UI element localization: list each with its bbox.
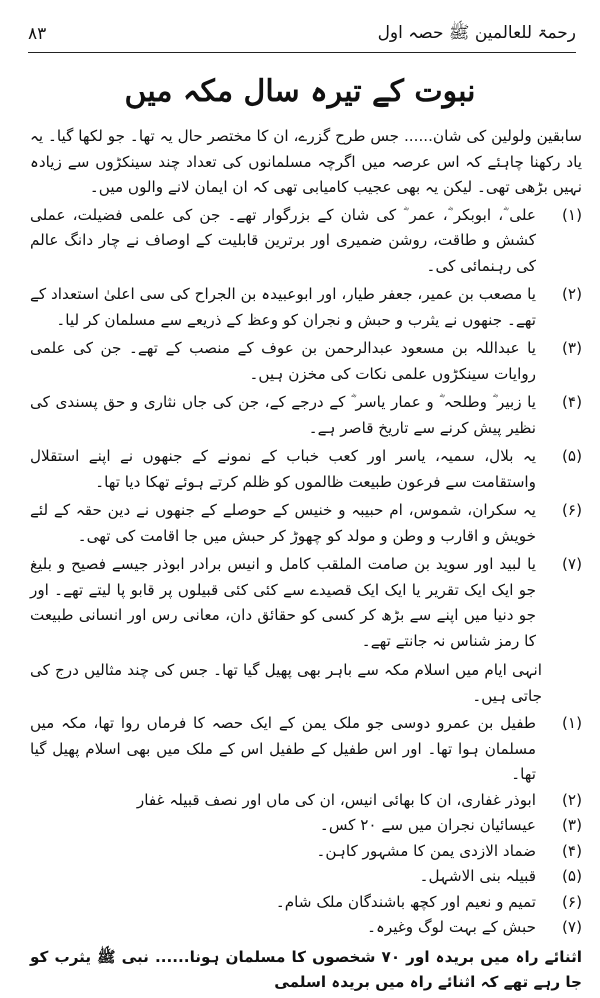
list-item [30,203,582,280]
list-item [30,498,582,549]
item-number: (۵) [561,867,582,885]
item-number: (۱) [561,205,582,224]
page-number: ۸۳ [28,24,47,44]
page-body [30,124,582,998]
intro-paragraph: سابقین ولولین کی شان...... جس طرح گزرے، ان کا مختصر حال یہ تھا۔ جو لکھا گیا۔ یہ یاد رکھنا چاہئے کہ اس عرصہ میں اگرچہ مسلمانوں کی تعداد چند سینکڑوں سے زیادہ نہیں بڑھی تھی۔ لیکن یہ بھی عجیب کامیابی تھی کہ ان ایمان لانے والوں میں۔ [30,127,582,196]
list-item [30,890,582,916]
item-text: علی ؓ، ابوبکر ؓ، عمر ؓ کی شان کے بزرگوار تھے۔ جن کی علمی فضیلت، عملی کشش و طاقت، روشن ضمیری اور برترین قابلیت کے اوصاف نے چار دانگ عالم کی رہنمائی کی۔ [30,205,536,275]
list-item [30,390,582,441]
item-number: (۷) [561,918,582,936]
item-number: (۶) [561,501,582,519]
item-text: حبش کے بہت لوگ وغیرہ۔ [367,918,536,936]
item-text: یا عبداللہ بن مسعود عبدالرحمن بن عوف کے منصب کے تھے۔ جن کی علمی روایات سینکڑوں علمی نکات کی مخزن ہیں۔ [30,339,536,383]
item-text: یا مصعب بن عمیر، جعفر طیار، اور ابوعبیدہ بن الجراح کی سی اعلیٰ استعداد کے تھے۔ جنھوں نے یثرب و حبش و نجران کو وعظ کے ذریعے سے مسلمان کر لیا۔ [30,285,536,329]
list-item [30,336,582,387]
list-item [30,788,582,814]
item-number: (۱) [561,714,582,732]
item-text: یہ سکران، شموس، ام حبیبہ و خنیس کے حوصلے کے جنھوں نے دین حقہ کے لئے خویش و اقارب و وطن و مولد کو چھوڑ کر حبش میں جا اقامت کی تھی۔ [30,501,536,545]
item-number: (۵) [561,447,582,465]
item-number: (۶) [561,892,582,911]
closing-line: اثنائے راہ میں بریدہ اور ۷۰ شخصوں کا مسلمان ہونا...... نبی ﷺ یثرب کو جا رہے تھے کہ اثنائے راہ میں بریدہ اسلمی [30,947,583,991]
item-text: تمیم و نعیم اور کچھ باشندگان ملک شام۔ [275,892,536,911]
item-text: طفیل بن عمرو دوسی جو ملک یمن کے ایک حصہ کا فرماں روا تھا، مکہ میں مسلمان ہوا تھا۔ اور اس طفیل کے طفیل اس کے ملک میں بھی اسلام پھیل گیا تھا۔ [30,714,536,783]
section-note: انہی ایام میں اسلام مکہ سے باہر بھی پھیل گیا تھا۔ جس کی چند مثالیں درج کی جاتی ہیں۔ [30,661,542,705]
item-text: یا زبیر ؓ وطلحہ ؓ و عمار یاسر ؓ کے درجے کے، جن کی جاں نثاری و حق پسندی کی نظیر پیش کرنے سے تاریخ قاصر ہے۔ [30,393,536,437]
list-item [30,552,582,654]
running-title: رحمۃ للعالمین ﷺ حصہ اول [377,23,576,43]
item-number: (۳) [561,816,582,834]
page-header [28,22,576,53]
item-number: (۷) [561,555,582,573]
list-item [30,813,582,839]
item-number: (۲) [561,790,582,809]
item-text: عیسائیان نجران میں سے ۲۰ کس۔ [319,816,536,834]
list-item [30,711,582,788]
item-text: قبیلہ بنی الاشہل۔ [419,867,536,885]
list-item [30,282,582,333]
list-item [30,915,582,941]
chapter-heading: نبوت کے تیرہ سال مکہ میں [124,74,476,109]
list-item [30,444,582,495]
item-number: (۴) [561,841,582,860]
list-item [30,839,582,865]
item-number: (۴) [561,393,582,411]
item-number: (۳) [561,339,582,357]
item-text: ضماد الازدی یمن کا مشہور کاہن۔ [316,841,536,860]
item-number: (۲) [561,285,582,303]
list-item [30,864,582,890]
item-text: یہ بلال، سمیہ، یاسر اور کعب خباب کے نمونے کے جنھوں نے اپنے استقلال واستقامت سے فرعون طبیعت ظالموں کو ظلم کرتے ہوئے تھکا دیا تھا۔ [30,447,536,491]
item-text: ابوذر غفاری، ان کا بھائی انیس، ان کی ماں اور نصف قبیلہ غفار [136,790,536,809]
item-text: یا لبید اور سوید بن صامت الملقب کامل و انیس برادر ابوذر جیسے فصیح و بلیغ جو ایک ایک تقریر یا ایک ایک قصیدے سے کئی کئی قبیلوں پر قابو پا لیتے تھے۔ اور جو دنیا میں اپنے سے بڑھ کر کسی کو حقائق دان، معانی رس اور انسانی طبیعت کا رمز شناس نہ جانتے تھے۔ [30,555,536,650]
